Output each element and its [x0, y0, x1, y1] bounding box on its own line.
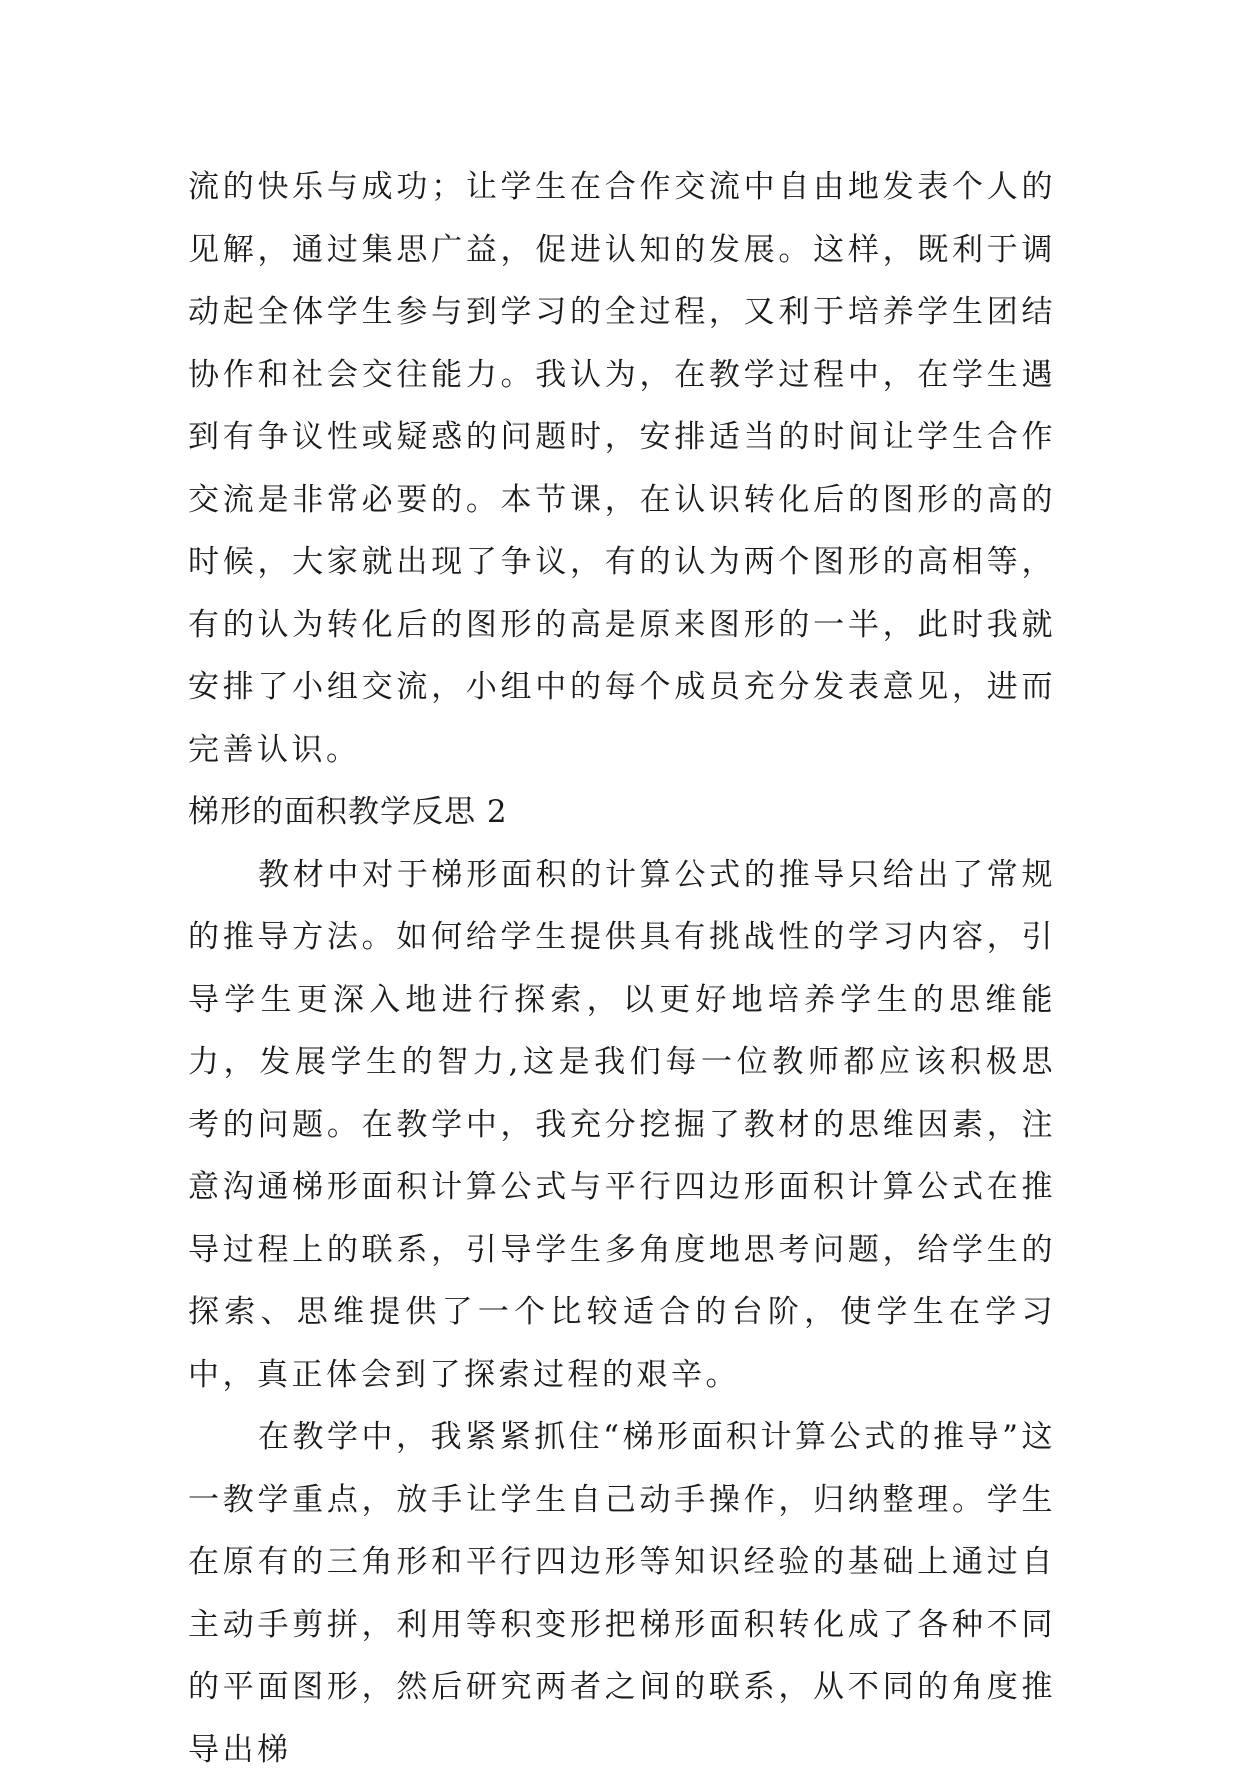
- paragraph-derivation-methods: 教材中对于梯形面积的计算公式的推导只给出了常规的推导方法。如何给学生提供具有挑战性的学习内容，引导学生更深入地进行探索，以更好地培养学生的思维能力，发展学生的智力,这是我们每一位教师都应该积极思考的问题。在教学中，我充分挖掘了教材的思维因素，注意沟通梯形面积计算公式与平行四边形面积计算公式在推导过程上的联系，引导学生多角度地思考问题，给学生的探索、思维提供了一个比较适合的台阶，使学生在学习中，真正体会到了探索过程的艰辛。: [188, 856, 1056, 1393]
- document-body: [188, 156, 1056, 1781]
- paragraph-teaching-focus: 在教学中，我紧紧抓住“梯形面积计算公式的推导”这一教学重点，放手让学生自己动手操作，归纳整理。学生在原有的三角形和平行四边形等知识经验的基础上通过自主动手剪拼，利用等积变形把梯形面积转化成了各种不同的平面图形，然后研究两者之间的联系，从不同的角度推导出梯: [188, 1419, 1056, 1768]
- paragraph-continued: 流的快乐与成功；让学生在合作交流中自由地发表个人的见解，通过集思广益，促进认知的发展。这样，既利于调动起全体学生参与到学习的全过程，又利于培养学生团结协作和社会交往能力。我认为，在教学过程中，在学生遇到有争议性或疑惑的问题时，安排适当的时间让学生合作交流是非常必要的。本节课，在认识转化后的图形的高的时候，大家就出现了争议，有的认为两个图形的高相等，有的认为转化后的图形的高是原来图形的一半，此时我就安排了小组交流，小组中的每个成员充分发表意见，进而完善认识。: [188, 169, 1056, 768]
- section-title: 梯形的面积教学反思 2: [188, 794, 508, 830]
